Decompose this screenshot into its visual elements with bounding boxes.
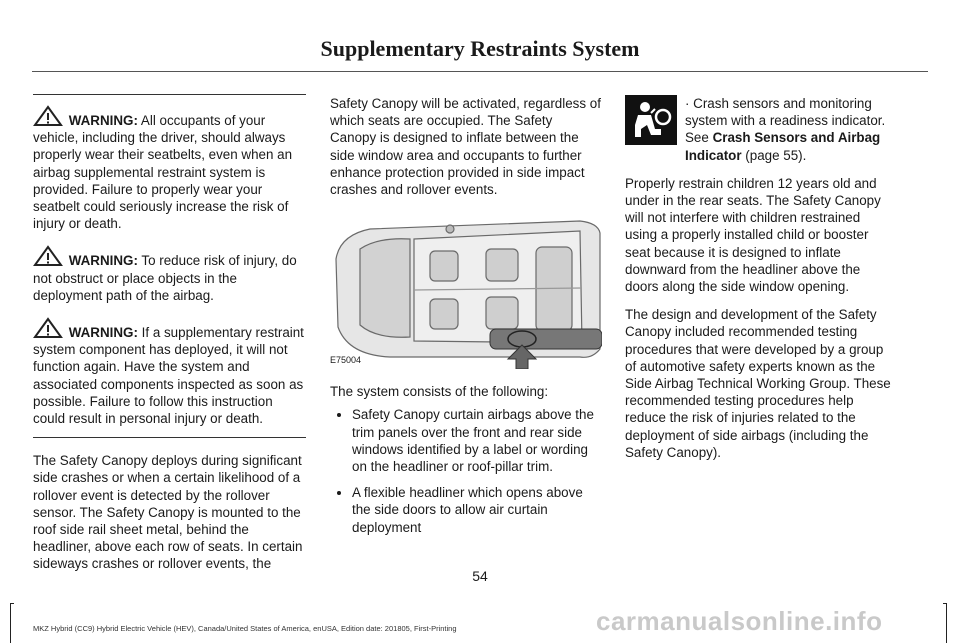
warning-2 (33, 245, 306, 304)
body-paragraph: The Safety Canopy deploys during significant side crashes or when a certain likelihood of a rollover event is detected by the rollover sensor. The Safety Canopy is mounted to the roof side rail sheet metal, behind the headliner, above each row of seats. In certain sideways crashes or rollover events, the (33, 453, 303, 572)
column-1 (33, 94, 306, 584)
warning-text: All occupants of your vehicle, including the driver, should always properly wear their seatbelts, even when an airbag supplemental restraint system is provided. Failure to properly wear your seatbelt could seriously increase the risk of injury or death. (33, 113, 293, 232)
crop-mark (946, 603, 947, 643)
crop-mark (10, 603, 11, 643)
warning-label: WARNING: (68, 325, 138, 341)
warning-label: WARNING: (68, 113, 138, 128)
cross-reference-link[interactable]: Crash Sensors and Airbag Indicator (685, 130, 881, 163)
warning-triangle-icon (33, 105, 63, 127)
warning-text: To reduce risk of injury, do not obstruct or place objects in the deployment path of the airbag. (33, 253, 297, 303)
safety-canopy-figure (330, 209, 602, 369)
column-3 (625, 95, 895, 472)
warning-1 (33, 105, 306, 232)
page-footer: MKZ Hybrid (CC9) Hybrid Electric Vehicle (HEV), Canada/United States of America, enUSA, Edition date: 201805, First-Printing (33, 624, 457, 633)
indicator-text: · Crash sensors and monitoring system with a readiness indicator. See (685, 96, 886, 146)
vehicle-overhead-illustration (330, 209, 602, 369)
body-paragraph: Safety Canopy will be activated, regardless of which seats are occupied. The Safety Canopy is designed to inflate between the side window area and occupants to further enhance protection provided in side impact crashes and rollover events. (330, 96, 601, 198)
header-rule (32, 71, 928, 72)
page-reference: (page 55). (745, 147, 807, 163)
airbag-indicator-icon (625, 95, 677, 145)
body-paragraph: The design and development of the Safety Canopy included recommended testing procedures that were developed by a group of automotive safety experts known as the Side Airbag Technical Working Group. These recommended testing procedures help reduce the risk of injuries related to the deployment of side airbags (including the Safety Canopy). (625, 307, 891, 460)
watermark: carmanualsonline.info (596, 606, 883, 636)
warning-3 (33, 317, 306, 427)
figure-code: E75004 (330, 355, 362, 366)
column-2 (330, 95, 602, 545)
warning-label: WARNING: (68, 253, 138, 269)
body-paragraph: Properly restrain children 12 years old and under in the rear seats. The Safety Canopy will not interfere with children restrained using a properly installed child or booster seat because it is designed to inflate downward from the headliner above the doors along the side window opening. (625, 175, 881, 295)
warning-box (33, 94, 306, 438)
list-item: • Safety Canopy curtain airbags above the trim panels over the front and rear side windows identified by a label or wording on the headliner or roof-pillar trim. (352, 406, 602, 475)
crop-mark (10, 603, 14, 604)
component-list (330, 406, 602, 535)
warning-text: If a supplementary restraint system component has deployed, it will not function again. Have the system and associated components inspected as soon as possible. Failure to follow this instruction could result in personal injury or death. (33, 325, 304, 427)
warning-triangle-icon (33, 245, 63, 267)
list-intro: The system consists of the following: (330, 384, 549, 400)
indicator-paragraph (625, 95, 895, 164)
page-title: Supplementary Restraints System (320, 36, 640, 61)
crop-mark (943, 603, 947, 604)
list-item: • A flexible headliner which opens above the side doors to allow air curtain deployment (352, 484, 602, 536)
page-number: 54 (472, 568, 488, 584)
warning-triangle-icon (33, 317, 63, 339)
